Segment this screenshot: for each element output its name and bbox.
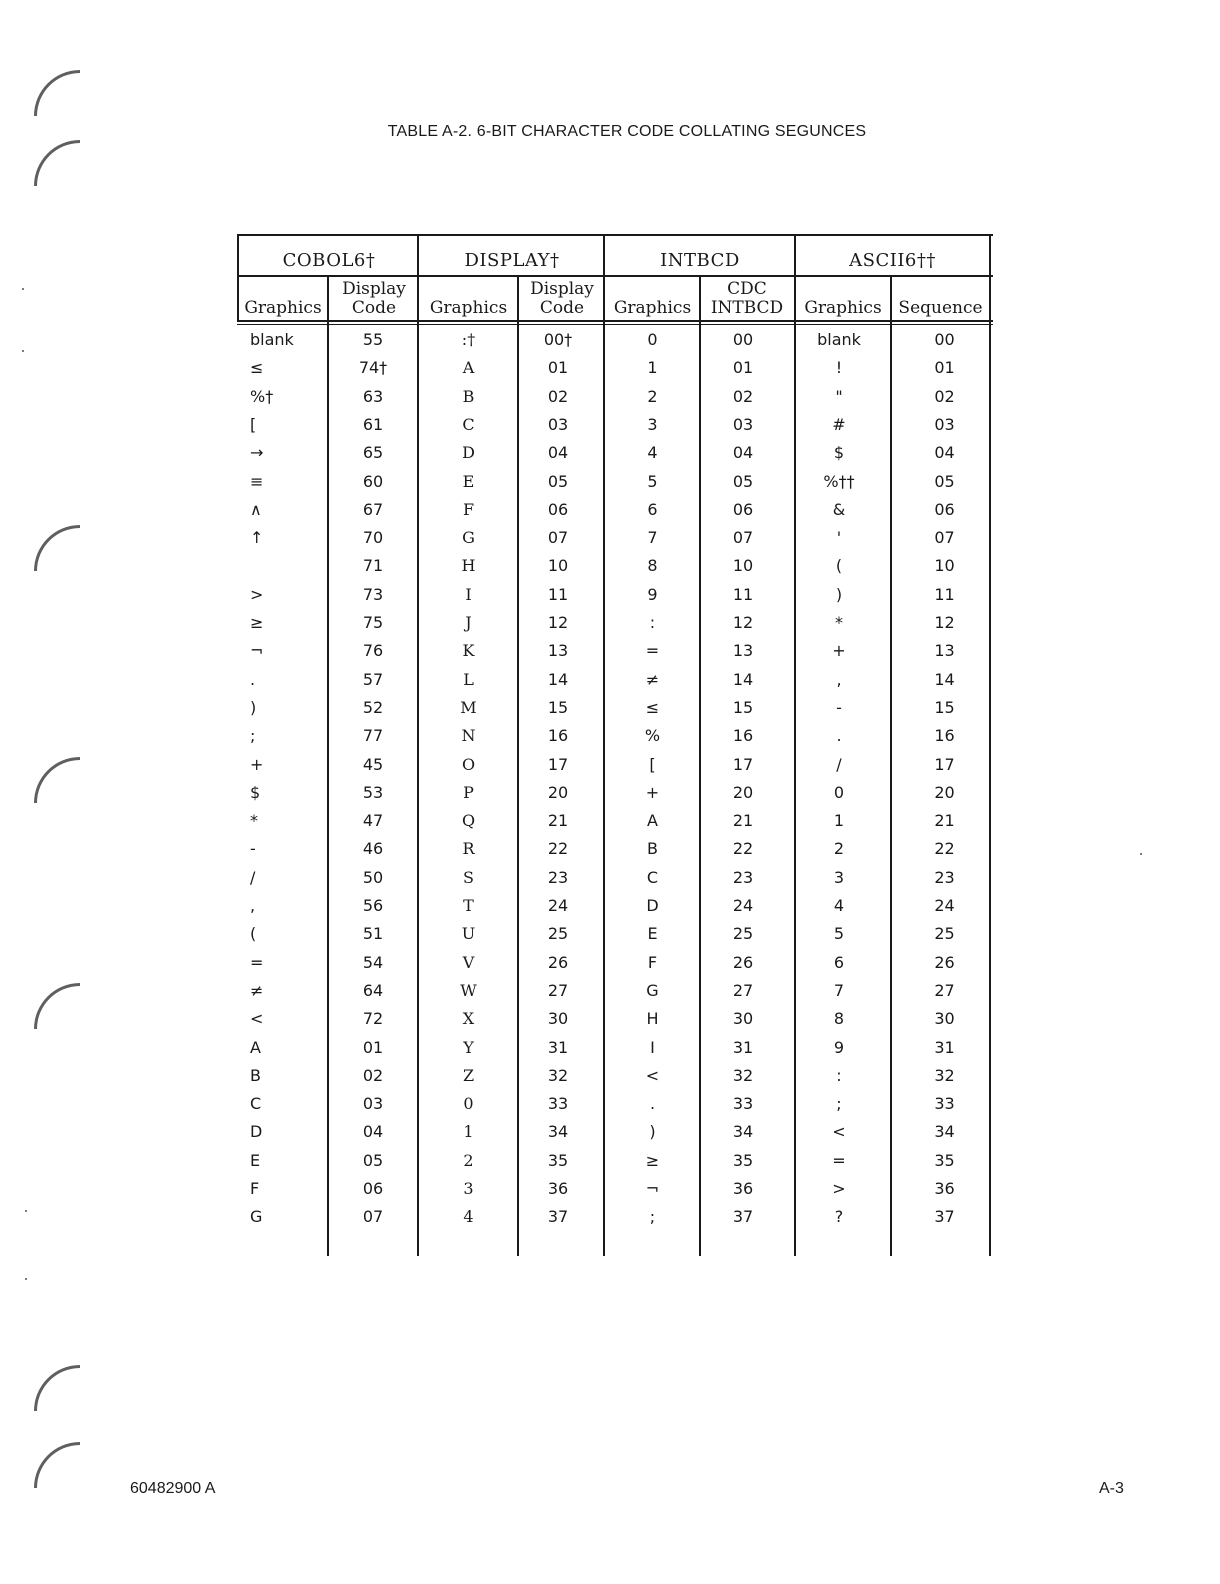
- display-graphic-cell: Z: [462, 1065, 475, 1085]
- column-header-line: Display: [530, 279, 594, 299]
- display-code-cell: 36: [547, 1179, 569, 1198]
- display-graphic-cell: P: [463, 782, 474, 802]
- cobol-code-cell: 72: [362, 1009, 384, 1029]
- column-header-intbcd-code: [700, 280, 794, 318]
- ascii-graphic-cell: blank: [817, 330, 861, 349]
- intbcd-graphic-cell: I: [650, 1037, 655, 1057]
- cobol-graphic-cell: ↑: [250, 528, 264, 548]
- intbcd-graphic-cell: ;: [649, 1207, 656, 1227]
- display-graphic-cell: B: [462, 386, 475, 406]
- intbcd-graphic-cell: E: [647, 924, 658, 944]
- cobol-code-cell: 63: [362, 386, 384, 406]
- display-graphic-cell: O: [461, 754, 476, 774]
- intbcd-graphic-cell: .: [649, 1094, 656, 1114]
- display-graphic-cell: :†: [461, 330, 476, 349]
- ascii-graphic-cell: $: [833, 443, 845, 463]
- intbcd-code-cell: 35: [732, 1150, 754, 1170]
- header-bottom-rule: [237, 320, 993, 322]
- intbcd-code-cell: 24: [732, 896, 754, 915]
- display-graphic-cell: U: [461, 924, 476, 944]
- cobol-graphic-cell: E: [250, 1150, 261, 1170]
- intbcd-graphic-cell: 6: [647, 499, 658, 519]
- ascii-graphic-cell: ?: [834, 1207, 844, 1227]
- cobol-code-cell: 07: [362, 1207, 384, 1227]
- display-code-cell: 02: [547, 386, 569, 406]
- display-graphic-cell: 0: [463, 1094, 474, 1114]
- intbcd-code-cell: 15: [732, 697, 754, 717]
- display-code-cell: 07: [547, 528, 569, 548]
- column-header-line: CDC: [727, 279, 767, 299]
- display-graphic-cell: H: [461, 556, 476, 576]
- cobol-code-cell: 74†: [358, 358, 388, 378]
- ascii-sequence-cell: 01: [934, 358, 955, 378]
- display-code-cell: 25: [547, 924, 569, 944]
- ascii-graphic-cell: 7: [833, 980, 845, 1000]
- ascii-graphic-cell: <: [832, 1122, 846, 1142]
- display-graphic-cell: T: [463, 896, 474, 915]
- cobol-code-cell: 70: [362, 528, 384, 548]
- cobol-graphic-cell: >: [250, 584, 264, 604]
- intbcd-graphic-cell: 1: [647, 358, 658, 378]
- cobol-code-cell: 52: [362, 697, 384, 717]
- intbcd-graphic-cell: =: [645, 641, 660, 661]
- punch-hole-mark: [34, 1365, 80, 1411]
- cobol-graphic-cell: (: [250, 924, 257, 944]
- display-graphic-cell: C: [462, 414, 475, 434]
- display-code-cell: 16: [547, 726, 569, 746]
- display-graphic-cell: D: [462, 443, 475, 463]
- display-code-cell: 33: [547, 1094, 569, 1114]
- cobol-graphic-cell: ≤: [250, 358, 264, 378]
- display-code-cell: 03: [547, 414, 569, 434]
- cobol-graphic-cell: ∧: [250, 499, 262, 519]
- cobol-graphic-cell: D: [250, 1122, 263, 1142]
- intbcd-code-cell: 11: [732, 584, 754, 604]
- ascii-sequence-cell: 06: [934, 499, 955, 519]
- cobol-graphic-cell: blank: [250, 330, 294, 349]
- ascii-sequence-cell: 14: [934, 669, 955, 689]
- cobol-graphic-cell: +: [250, 754, 264, 774]
- ascii-sequence-cell: 03: [934, 414, 955, 434]
- display-code-cell: 10: [547, 556, 569, 576]
- display-graphic-cell: 3: [463, 1179, 474, 1198]
- display-code-cell: 01: [547, 358, 569, 378]
- cobol-code-cell: 71: [362, 556, 384, 576]
- display-graphic-cell: F: [462, 499, 475, 519]
- display-graphic-cell: X: [462, 1009, 475, 1029]
- cobol-code-cell: 60: [362, 471, 384, 491]
- cobol-graphic-cell: ,: [250, 896, 256, 915]
- cobol-graphic-cell: *: [250, 811, 258, 831]
- ascii-graphic-cell: >: [832, 1179, 846, 1198]
- ascii-sequence-cell: 04: [934, 443, 955, 463]
- cobol-code-cell: 67: [362, 499, 384, 519]
- display-code-cell: 13: [547, 641, 569, 661]
- ascii-sequence-cell: 10: [934, 556, 955, 576]
- ascii-sequence-cell: 24: [934, 896, 955, 915]
- intbcd-code-cell: 23: [732, 867, 754, 887]
- cobol-graphic-cell: ;: [250, 726, 256, 746]
- column-header-ascii-graphics: Graphics: [804, 298, 882, 318]
- cobol-code-cell: 76: [362, 641, 384, 661]
- column-header-line: Code: [351, 298, 397, 318]
- ascii-graphic-cell: .: [836, 726, 842, 746]
- ascii-sequence-cell: 33: [934, 1094, 955, 1114]
- display-graphic-cell: S: [463, 867, 474, 887]
- display-graphic-cell: E: [462, 471, 475, 491]
- intbcd-code-cell: 16: [732, 726, 754, 746]
- ascii-graphic-cell: 6: [833, 952, 845, 972]
- intbcd-code-cell: 12: [732, 613, 754, 632]
- display-code-cell: 17: [547, 754, 569, 774]
- cobol-code-cell: 77: [362, 726, 384, 746]
- ascii-graphic-cell: 9: [833, 1037, 845, 1057]
- intbcd-code-cell: 22: [732, 839, 754, 859]
- cobol-graphic-cell: F: [250, 1179, 260, 1198]
- intbcd-code-cell: 34: [732, 1122, 754, 1142]
- ascii-graphic-cell: ": [835, 386, 843, 406]
- cobol-graphic-cell: B: [250, 1065, 261, 1085]
- cobol-code-cell: 03: [362, 1094, 384, 1114]
- ascii-sequence-cell: 23: [934, 867, 955, 887]
- intbcd-graphic-cell: G: [646, 980, 659, 1000]
- cobol-graphic-cell: $: [250, 782, 261, 802]
- display-code-cell: 14: [547, 669, 569, 689]
- group-header-cobol6: COBOL6†: [282, 250, 376, 271]
- display-code-cell: 30: [547, 1009, 569, 1029]
- ascii-graphic-cell: 2: [833, 839, 845, 859]
- ascii-sequence-cell: 35: [934, 1150, 955, 1170]
- display-code-cell: 21: [547, 811, 569, 831]
- intbcd-code-cell: 37: [732, 1207, 754, 1227]
- column-header-display-graphics: Graphics: [429, 298, 508, 318]
- cobol-code-cell: 02: [362, 1065, 384, 1085]
- intbcd-code-cell: 04: [732, 443, 754, 463]
- ascii-sequence-cell: 31: [934, 1037, 955, 1057]
- display-code-cell: 27: [547, 980, 569, 1000]
- intbcd-graphic-cell: :: [649, 613, 656, 632]
- cobol-graphic-cell: ): [250, 697, 257, 717]
- ascii-graphic-cell: %††: [823, 471, 855, 491]
- intbcd-code-cell: 05: [732, 471, 754, 491]
- display-code-cell: 22: [547, 839, 569, 859]
- display-code-cell: 32: [547, 1065, 569, 1085]
- intbcd-code-cell: 14: [732, 669, 754, 689]
- display-graphic-cell: A: [462, 358, 475, 378]
- ascii-sequence-cell: 16: [934, 726, 955, 746]
- intbcd-graphic-cell: 8: [647, 556, 658, 576]
- intbcd-graphic-cell: ≤: [645, 697, 660, 717]
- intbcd-graphic-cell: 5: [647, 471, 658, 491]
- intbcd-code-cell: 06: [732, 499, 754, 519]
- cobol-code-cell: 51: [362, 924, 384, 944]
- ascii-graphic-cell: 0: [833, 782, 845, 802]
- table-top-border: [237, 234, 993, 236]
- cobol-graphic-cell: ≡: [250, 471, 264, 491]
- intbcd-graphic-cell: ≠: [645, 669, 660, 689]
- header-bottom-rule: [237, 324, 993, 325]
- column-header-cobol-code: [329, 280, 419, 318]
- cobol-code-cell: 75: [362, 613, 384, 632]
- ascii-graphic-cell: #: [832, 414, 846, 434]
- cobol-code-cell: 46: [362, 839, 384, 859]
- ascii-graphic-cell: =: [832, 1150, 846, 1170]
- intbcd-graphic-cell: ≥: [645, 1150, 660, 1170]
- display-code-cell: 23: [547, 867, 569, 887]
- display-graphic-cell: 2: [463, 1150, 474, 1170]
- ascii-graphic-cell: :: [836, 1065, 842, 1085]
- intbcd-code-cell: 01: [732, 358, 754, 378]
- ascii-sequence-cell: 11: [934, 584, 955, 604]
- ascii-graphic-cell: -: [836, 697, 842, 717]
- cobol-graphic-cell: <: [250, 1009, 264, 1029]
- cobol-graphic-cell: %†: [250, 386, 274, 406]
- group-header-intbcd: INTBCD: [660, 250, 740, 271]
- cobol-graphic-cell: A: [250, 1037, 261, 1057]
- display-code-cell: 26: [547, 952, 569, 972]
- ascii-graphic-cell: ': [836, 528, 842, 548]
- ascii-sequence-cell: 21: [934, 811, 955, 831]
- punch-hole-mark: [34, 1442, 80, 1488]
- punch-hole-mark: [34, 140, 80, 186]
- display-graphic-cell: L: [463, 669, 474, 689]
- ascii-graphic-cell: /: [836, 754, 842, 774]
- ascii-sequence-cell: 13: [934, 641, 955, 661]
- display-code-cell: 15: [547, 697, 569, 717]
- ascii-sequence-cell: 27: [934, 980, 955, 1000]
- ascii-sequence-cell: 00: [934, 330, 955, 349]
- intbcd-code-cell: 10: [732, 556, 754, 576]
- display-graphic-cell: J: [465, 613, 472, 632]
- intbcd-graphic-cell: 2: [647, 386, 658, 406]
- ascii-sequence-cell: 17: [934, 754, 955, 774]
- punch-hole-mark: [34, 983, 80, 1029]
- ascii-graphic-cell: 3: [833, 867, 845, 887]
- intbcd-code-cell: 26: [732, 952, 754, 972]
- cobol-graphic-cell: .: [250, 669, 256, 689]
- display-graphic-cell: 4: [463, 1207, 474, 1227]
- ascii-sequence-cell: 12: [934, 613, 955, 632]
- display-graphic-cell: Q: [461, 811, 476, 831]
- cobol-code-cell: 64: [362, 980, 384, 1000]
- intbcd-graphic-cell: +: [645, 782, 660, 802]
- display-code-cell: 12: [547, 613, 569, 632]
- cobol-graphic-cell: [: [250, 414, 257, 434]
- cobol-code-cell: 56: [362, 896, 384, 915]
- ascii-sequence-cell: 15: [934, 697, 955, 717]
- column-header-ascii-sequence: Sequence: [898, 298, 983, 318]
- ascii-sequence-cell: 22: [934, 839, 955, 859]
- speck: [25, 1278, 27, 1280]
- display-code-cell: 20: [547, 782, 569, 802]
- ascii-graphic-cell: 8: [833, 1009, 845, 1029]
- display-graphic-cell: R: [462, 839, 475, 859]
- cobol-graphic-cell: /: [250, 867, 256, 887]
- speck: [22, 288, 24, 290]
- ascii-graphic-cell: 4: [833, 896, 845, 915]
- column-header-line: Display: [342, 279, 406, 299]
- cobol-code-cell: 04: [362, 1122, 384, 1142]
- intbcd-graphic-cell: <: [645, 1065, 660, 1085]
- display-code-cell: 11: [547, 584, 569, 604]
- ascii-graphic-cell: ): [835, 584, 843, 604]
- ascii-graphic-cell: *: [835, 613, 843, 632]
- speck: [25, 1210, 27, 1212]
- display-graphic-cell: M: [460, 697, 477, 717]
- cobol-code-cell: 47: [362, 811, 384, 831]
- intbcd-graphic-cell: C: [646, 867, 659, 887]
- intbcd-graphic-cell: D: [646, 896, 659, 915]
- display-code-cell: 00†: [543, 330, 573, 349]
- punch-hole-mark: [34, 525, 80, 571]
- display-graphic-cell: 1: [463, 1122, 474, 1142]
- intbcd-code-cell: 25: [732, 924, 754, 944]
- intbcd-code-cell: 03: [732, 414, 754, 434]
- display-code-cell: 37: [547, 1207, 569, 1227]
- column-header-intbcd-graphics: Graphics: [613, 298, 692, 318]
- ascii-graphic-cell: 5: [833, 924, 845, 944]
- intbcd-graphic-cell: [: [649, 754, 656, 774]
- intbcd-code-cell: 21: [732, 811, 754, 831]
- page-number: A-3: [1099, 1480, 1124, 1497]
- display-code-cell: 35: [547, 1150, 569, 1170]
- ascii-graphic-cell: &: [832, 499, 846, 519]
- ascii-sequence-cell: 07: [934, 528, 955, 548]
- intbcd-code-cell: 30: [732, 1009, 754, 1029]
- display-graphic-cell: I: [465, 584, 472, 604]
- column-header-line: INTBCD: [710, 298, 784, 318]
- cobol-graphic-cell: ¬: [250, 641, 264, 661]
- cobol-code-cell: 06: [362, 1179, 384, 1198]
- punch-hole-mark: [34, 757, 80, 803]
- cobol-code-cell: 05: [362, 1150, 384, 1170]
- intbcd-code-cell: 20: [732, 782, 754, 802]
- intbcd-code-cell: 07: [732, 528, 754, 548]
- cobol-graphic-cell: =: [250, 952, 264, 972]
- ascii-sequence-cell: 37: [934, 1207, 955, 1227]
- ascii-graphic-cell: !: [835, 358, 843, 378]
- intbcd-code-cell: 17: [732, 754, 754, 774]
- cobol-code-cell: 57: [362, 669, 384, 689]
- cobol-code-cell: 45: [362, 754, 384, 774]
- page-title: TABLE A-2. 6-BIT CHARACTER CODE COLLATING SEGUNCES: [387, 123, 867, 140]
- intbcd-code-cell: 33: [732, 1094, 754, 1114]
- cobol-graphic-cell: G: [250, 1207, 263, 1227]
- cobol-code-cell: 61: [362, 414, 384, 434]
- punch-hole-mark: [34, 70, 80, 116]
- group-header-divider: [237, 275, 993, 277]
- intbcd-graphic-cell: 4: [647, 443, 658, 463]
- display-code-cell: 05: [547, 471, 569, 491]
- display-code-cell: 31: [547, 1037, 569, 1057]
- intbcd-code-cell: 13: [732, 641, 754, 661]
- intbcd-graphic-cell: ¬: [645, 1179, 660, 1198]
- ascii-sequence-cell: 36: [934, 1179, 955, 1198]
- speck: [22, 350, 24, 352]
- intbcd-graphic-cell: 3: [647, 414, 658, 434]
- display-code-cell: 34: [547, 1122, 569, 1142]
- cobol-graphic-cell: [250, 552, 320, 580]
- intbcd-code-cell: 32: [732, 1065, 754, 1085]
- cobol-code-cell: 55: [362, 330, 384, 349]
- display-graphic-cell: K: [462, 641, 475, 661]
- ascii-sequence-cell: 32: [934, 1065, 955, 1085]
- cobol-code-cell: 53: [362, 782, 384, 802]
- cobol-graphic-cell: -: [250, 839, 256, 859]
- ascii-graphic-cell: 1: [833, 811, 845, 831]
- ascii-sequence-cell: 34: [934, 1122, 955, 1142]
- speck: [1140, 853, 1142, 855]
- display-graphic-cell: W: [460, 980, 477, 1000]
- intbcd-code-cell: 02: [732, 386, 754, 406]
- display-graphic-cell: G: [462, 528, 475, 548]
- intbcd-graphic-cell: 0: [647, 330, 658, 349]
- intbcd-graphic-cell: H: [646, 1009, 659, 1029]
- intbcd-graphic-cell: A: [647, 811, 658, 831]
- display-code-cell: 24: [547, 896, 569, 915]
- intbcd-code-cell: 27: [732, 980, 754, 1000]
- ascii-graphic-cell: (: [835, 556, 843, 576]
- intbcd-code-cell: 31: [732, 1037, 754, 1057]
- document-number: 60482900 A: [130, 1480, 216, 1497]
- intbcd-graphic-cell: B: [647, 839, 658, 859]
- display-code-cell: 06: [547, 499, 569, 519]
- ascii-graphic-cell: +: [832, 641, 846, 661]
- cobol-graphic-cell: ≥: [250, 613, 264, 632]
- intbcd-code-cell: 00: [732, 330, 754, 349]
- column-header-display-code: [519, 280, 605, 318]
- display-graphic-cell: V: [462, 952, 475, 972]
- ascii-sequence-cell: 26: [934, 952, 955, 972]
- cobol-code-cell: 73: [362, 584, 384, 604]
- cobol-code-cell: 65: [362, 443, 384, 463]
- ascii-graphic-cell: ;: [836, 1094, 842, 1114]
- ascii-sequence-cell: 20: [934, 782, 955, 802]
- cobol-graphic-cell: ≠: [250, 980, 264, 1000]
- ascii-sequence-cell: 05: [934, 471, 955, 491]
- cobol-graphic-cell: →: [250, 443, 264, 463]
- cobol-graphic-cell: C: [250, 1094, 262, 1114]
- group-header-ascii6: ASCII6††: [849, 250, 936, 271]
- column-header-line: Code: [539, 298, 585, 318]
- intbcd-graphic-cell: %: [644, 726, 661, 746]
- cobol-code-cell: 54: [362, 952, 384, 972]
- display-code-cell: 04: [547, 443, 569, 463]
- intbcd-graphic-cell: F: [647, 952, 658, 972]
- ascii-sequence-cell: 02: [934, 386, 955, 406]
- intbcd-graphic-cell: ): [649, 1122, 656, 1142]
- group-header-display: DISPLAY†: [464, 250, 560, 271]
- ascii-graphic-cell: ,: [836, 669, 842, 689]
- display-graphic-cell: Y: [463, 1037, 474, 1057]
- display-graphic-cell: N: [461, 726, 476, 746]
- column-header-cobol-graphics: Graphics: [244, 298, 322, 318]
- intbcd-graphic-cell: 7: [647, 528, 658, 548]
- intbcd-graphic-cell: 9: [647, 584, 658, 604]
- cobol-code-cell: 50: [362, 867, 384, 887]
- cobol-code-cell: 01: [362, 1037, 384, 1057]
- intbcd-code-cell: 36: [732, 1179, 754, 1198]
- ascii-sequence-cell: 25: [934, 924, 955, 944]
- ascii-sequence-cell: 30: [934, 1009, 955, 1029]
